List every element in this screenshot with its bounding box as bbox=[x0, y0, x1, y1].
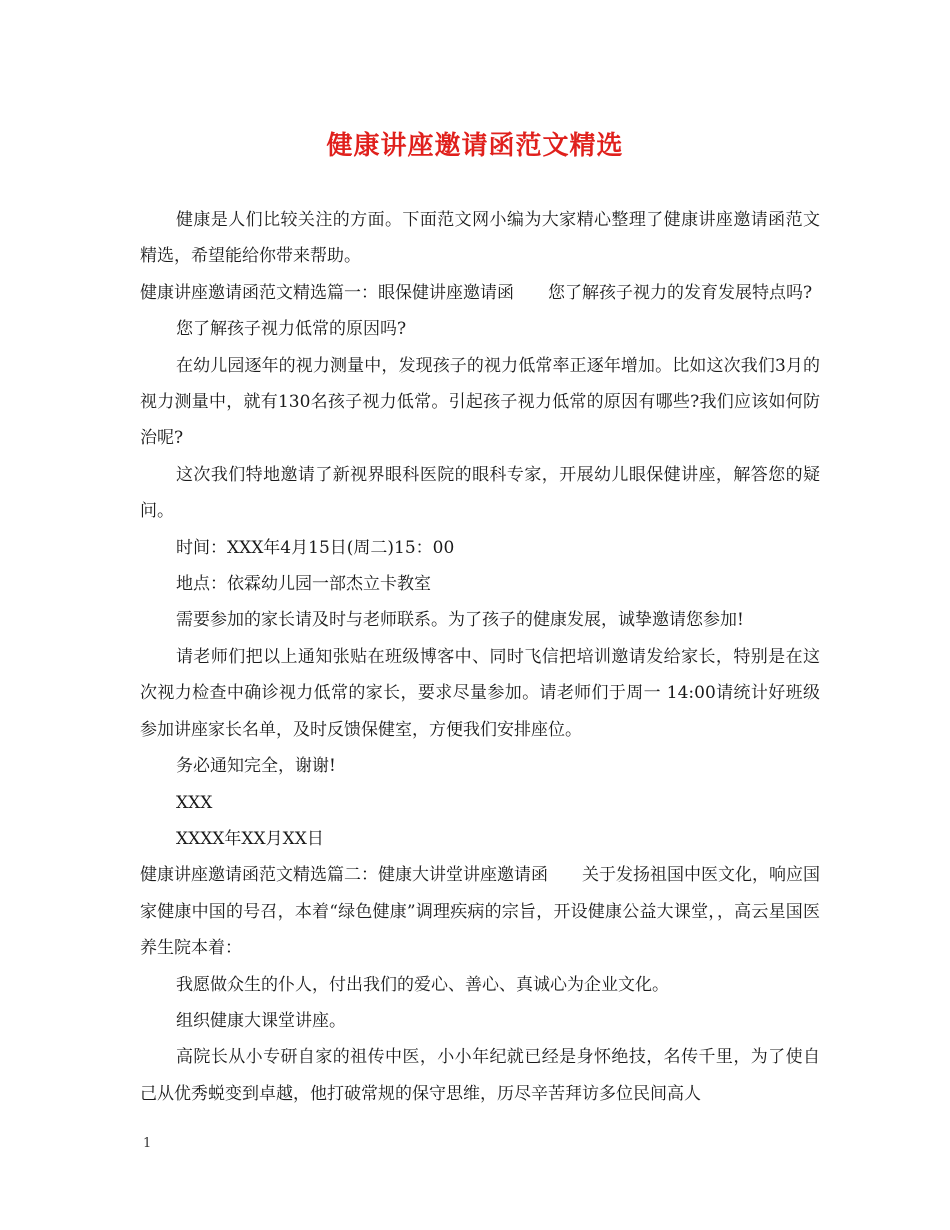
body-paragraph: 我愿做众生的仆人，付出我们的爱心、善心、真诚心为企业文化。 bbox=[176, 974, 669, 995]
body-paragraph: 需要参加的家长请及时与老师联系。为了孩子的健康发展，诚挚邀请您参加! bbox=[176, 610, 744, 631]
body-paragraph: 健康是人们比较关注的方面。下面范文网小编为大家精心整理了健康讲座邀请函范文精选，希望能给你带来帮助。 bbox=[140, 210, 820, 267]
body-paragraph: 这次我们特地邀请了新视界眼科医院的眼科专家，开展幼儿眼保健讲座，解答您的疑问。 bbox=[140, 464, 820, 522]
body-paragraph: 您了解孩子视力低常的原因吗? bbox=[176, 319, 407, 340]
body-paragraph: 地点：依霖幼儿园一部杰立卡教室 bbox=[176, 574, 431, 595]
body-paragraph: XXXX年XX月XX日 bbox=[176, 828, 324, 849]
body-paragraph: 组织健康大课堂讲座。 bbox=[176, 1010, 346, 1031]
body-paragraph: 请老师们把以上通知张贴在班级博客中、同时飞信把培训邀请发给家长，特别是在这次视力检查中确诊视力低常的家长，要求尽量参加。请老师们于周一 14:00请统计好班级参加讲座家长名单，及时反馈保健室，方便我们安排座位。 bbox=[140, 646, 820, 740]
body-paragraph: 健康讲座邀请函范文精选篇一：眼保健讲座邀请函 您了解孩子视力的发育发展特点吗? bbox=[140, 282, 813, 303]
document-body bbox=[140, 202, 820, 1112]
body-paragraph: 健康讲座邀请函范文精选篇二：健康大讲堂讲座邀请函 关于发扬祖国中医文化，响应国家健康中国的号召，本着“绿色健康”调理疾病的宗旨，开设健康公益大课堂，，高云星国医养生院本着： bbox=[140, 865, 820, 959]
body-paragraph: 高院长从小专研自家的祖传中医，小小年纪就已经是身怀绝技，名传千里，为了使自己从优秀蜕变到卓越，他打破常规的保守思维，历尽辛苦拜访多位民间高人 bbox=[140, 1047, 820, 1104]
body-paragraph: 在幼儿园逐年的视力测量中，发现孩子的视力低常率正逐年增加。比如这次我们3月的视力测量中，就有130名孩子视力低常。引起孩子视力低常的原因有哪些?我们应该如何防治呢? bbox=[140, 355, 820, 449]
body-paragraph: 时间：XXX年4月15日(周二)15：00 bbox=[176, 537, 455, 558]
document-title: 健康讲座邀请函范文精选 bbox=[326, 131, 624, 161]
page-number: 1 bbox=[143, 1136, 152, 1151]
body-paragraph: 务必通知完全，谢谢! bbox=[176, 756, 336, 777]
body-paragraph: XXX bbox=[176, 792, 213, 813]
